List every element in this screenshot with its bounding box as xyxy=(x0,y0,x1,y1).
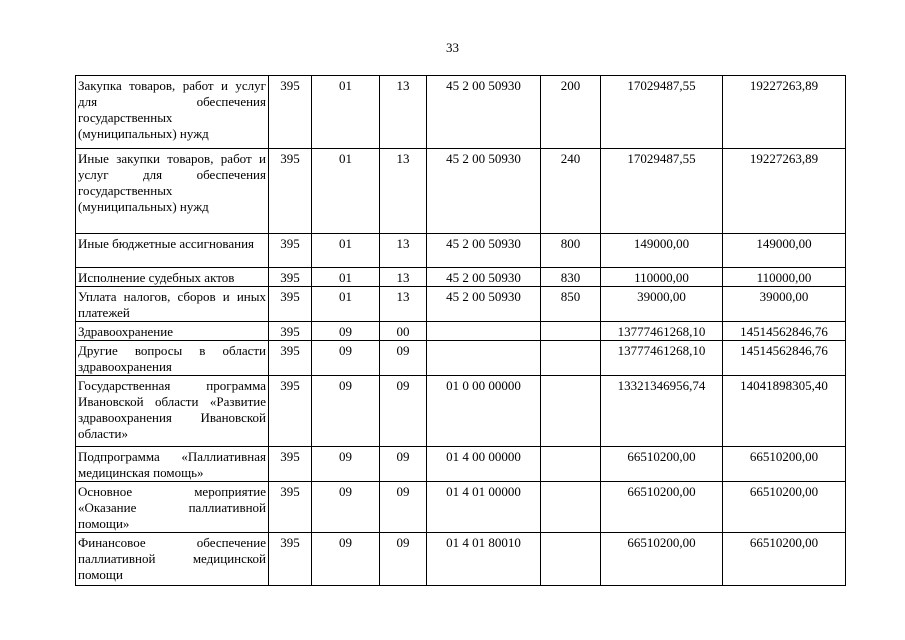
cell-vr: 830 xyxy=(541,268,601,287)
cell-name: Уплата налогов, сборов и иных платежей xyxy=(76,287,269,322)
cell-name: Здравоохранение xyxy=(76,322,269,341)
cell-vr xyxy=(541,322,601,341)
cell-ved: 395 xyxy=(269,533,312,586)
cell-sum-1: 66510200,00 xyxy=(601,482,723,533)
cell-rz: 09 xyxy=(312,533,380,586)
cell-name: Подпрограмма «Паллиативная медицинская помощь» xyxy=(76,447,269,482)
page-number: 33 xyxy=(446,40,459,55)
cell-sum-2: 19227263,89 xyxy=(723,149,846,234)
cell-vr xyxy=(541,533,601,586)
cell-pr: 00 xyxy=(380,322,427,341)
cell-rz: 09 xyxy=(312,376,380,447)
cell-vr: 240 xyxy=(541,149,601,234)
cell-rz: 09 xyxy=(312,482,380,533)
cell-vr: 200 xyxy=(541,76,601,149)
cell-csr: 45 2 00 50930 xyxy=(427,234,541,268)
cell-sum-1: 17029487,55 xyxy=(601,76,723,149)
cell-pr: 09 xyxy=(380,533,427,586)
cell-sum-1: 13321346956,74 xyxy=(601,376,723,447)
table-row xyxy=(76,447,846,482)
cell-sum-2: 14514562846,76 xyxy=(723,322,846,341)
cell-name: Государственная программа Ивановской области «Развитие здравоохранения Ивановской области» xyxy=(76,376,269,447)
cell-csr xyxy=(427,322,541,341)
cell-sum-1: 13777461268,10 xyxy=(601,341,723,376)
table-row xyxy=(76,268,846,287)
cell-sum-1: 149000,00 xyxy=(601,234,723,268)
cell-rz: 01 xyxy=(312,287,380,322)
cell-sum-1: 66510200,00 xyxy=(601,447,723,482)
cell-ved: 395 xyxy=(269,341,312,376)
cell-ved: 395 xyxy=(269,149,312,234)
cell-sum-2: 14041898305,40 xyxy=(723,376,846,447)
cell-csr: 45 2 00 50930 xyxy=(427,287,541,322)
table-row xyxy=(76,287,846,322)
cell-sum-2: 149000,00 xyxy=(723,234,846,268)
cell-pr: 13 xyxy=(380,149,427,234)
cell-rz: 09 xyxy=(312,341,380,376)
table-row xyxy=(76,76,846,149)
cell-pr: 13 xyxy=(380,234,427,268)
cell-vr: 800 xyxy=(541,234,601,268)
cell-sum-1: 66510200,00 xyxy=(601,533,723,586)
cell-vr: 850 xyxy=(541,287,601,322)
cell-sum-2: 19227263,89 xyxy=(723,76,846,149)
cell-ved: 395 xyxy=(269,268,312,287)
cell-ved: 395 xyxy=(269,76,312,149)
cell-csr: 01 4 01 80010 xyxy=(427,533,541,586)
cell-pr: 13 xyxy=(380,76,427,149)
cell-name: Иные закупки товаров, работ и услуг для обеспечения государственных (муниципальных) нужд xyxy=(76,149,269,234)
cell-ved: 395 xyxy=(269,234,312,268)
cell-pr: 09 xyxy=(380,341,427,376)
cell-vr xyxy=(541,341,601,376)
cell-sum-2: 66510200,00 xyxy=(723,533,846,586)
cell-rz: 01 xyxy=(312,149,380,234)
cell-csr: 01 4 01 00000 xyxy=(427,482,541,533)
cell-pr: 09 xyxy=(380,447,427,482)
table-row xyxy=(76,376,846,447)
cell-csr xyxy=(427,341,541,376)
cell-sum-2: 39000,00 xyxy=(723,287,846,322)
cell-csr: 01 4 00 00000 xyxy=(427,447,541,482)
cell-sum-2: 14514562846,76 xyxy=(723,341,846,376)
cell-sum-2: 66510200,00 xyxy=(723,482,846,533)
cell-pr: 13 xyxy=(380,268,427,287)
table-row xyxy=(76,322,846,341)
cell-sum-1: 17029487,55 xyxy=(601,149,723,234)
cell-rz: 01 xyxy=(312,234,380,268)
table-row xyxy=(76,149,846,234)
cell-sum-1: 13777461268,10 xyxy=(601,322,723,341)
cell-ved: 395 xyxy=(269,322,312,341)
cell-ved: 395 xyxy=(269,287,312,322)
table-row xyxy=(76,482,846,533)
cell-csr: 45 2 00 50930 xyxy=(427,268,541,287)
cell-csr: 45 2 00 50930 xyxy=(427,149,541,234)
cell-ved: 395 xyxy=(269,482,312,533)
cell-pr: 09 xyxy=(380,376,427,447)
cell-name: Финансовое обеспечение паллиативной медицинской помощи xyxy=(76,533,269,586)
table-row xyxy=(76,533,846,586)
cell-pr: 09 xyxy=(380,482,427,533)
cell-vr xyxy=(541,376,601,447)
cell-sum-2: 110000,00 xyxy=(723,268,846,287)
cell-sum-2: 66510200,00 xyxy=(723,447,846,482)
cell-name: Исполнение судебных актов xyxy=(76,268,269,287)
cell-rz: 09 xyxy=(312,447,380,482)
cell-ved: 395 xyxy=(269,447,312,482)
cell-sum-1: 39000,00 xyxy=(601,287,723,322)
cell-ved: 395 xyxy=(269,376,312,447)
cell-csr: 45 2 00 50930 xyxy=(427,76,541,149)
table-row xyxy=(76,341,846,376)
cell-csr: 01 0 00 00000 xyxy=(427,376,541,447)
cell-pr: 13 xyxy=(380,287,427,322)
cell-rz: 09 xyxy=(312,322,380,341)
cell-rz: 01 xyxy=(312,268,380,287)
cell-vr xyxy=(541,482,601,533)
cell-name: Другие вопросы в области здравоохранения xyxy=(76,341,269,376)
cell-vr xyxy=(541,447,601,482)
cell-rz: 01 xyxy=(312,76,380,149)
budget-table xyxy=(75,75,846,586)
table-row xyxy=(76,234,846,268)
cell-sum-1: 110000,00 xyxy=(601,268,723,287)
cell-name: Закупка товаров, работ и услуг для обеспечения государственных (муниципальных) нужд xyxy=(76,76,269,149)
cell-name: Иные бюджетные ассигнования xyxy=(76,234,269,268)
cell-name: Основное мероприятие «Оказание паллиативной помощи» xyxy=(76,482,269,533)
